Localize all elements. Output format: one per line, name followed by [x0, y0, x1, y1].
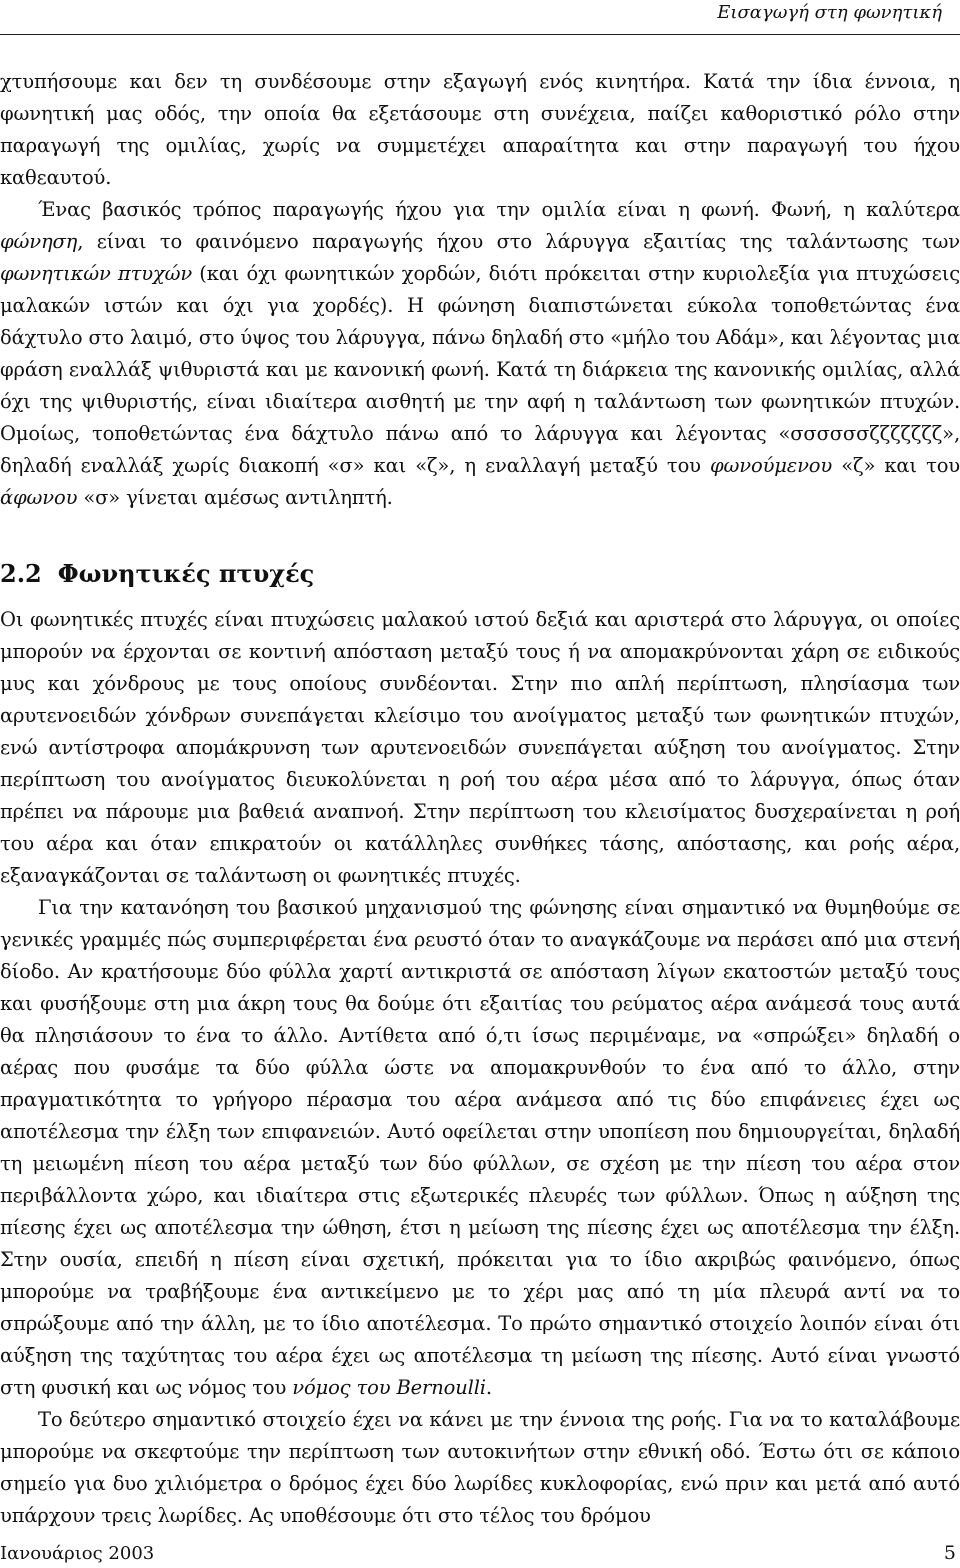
- paragraph-5: Το δεύτερο σημαντικό στοιχείο έχει να κάνει με την έννοια της ροής. Για να το καταλάβουμε μπορούμε να σκεφτούμε την περίπτωση των αυτοκινήτων στην εθνική οδό. Έστω ότι σε κάποιο σημείο για δυο χιλιόμετρα ο δρόμος έχει δύο λωρίδες κυκλοφορίας, ενώ πριν και μετά από αυτό υπάρχουν τρεις λωρίδες. Ας υποθέσουμε ότι στο τέλος του δρόμου: [0, 1408, 960, 1527]
- paragraph-1: χτυπήσουμε και δεν τη συνδέσουμε στην εξαγωγή ενός κινητήρα. Κατά την ίδια έννοια, η φωνητική μας οδός, την οποία θα εξετάσουμε στη συνέχεια, παίζει καθοριστικό ρόλο στην παραγωγή της ομιλίας, χωρίς να συμμετέχει απαραίτητα και στην παραγωγή του ήχου καθεαυτού.: [0, 70, 960, 189]
- header-rule: [0, 34, 960, 35]
- section-title: Φωνητικές πτυχές: [57, 559, 315, 588]
- paragraph-2: Ένας βασικός τρόπος παραγωγής ήχου για την ομιλία είναι η φωνή. Φωνή, η καλύτερα φώνηση, είναι το φαινόμενο παραγωγής ήχου στο λάρυγγα εξαιτίας της ταλάντωσης των φωνητικών πτυχών (και όχι φωνητικών χορδών, διότι πρόκειται στην κυριολεξία για πτυχώσεις μαλακών ιστών και όχι για χορδές). Η φώνηση διαπιστώνεται εύκολα τοποθετώντας ένα δάχτυλο στο λαιμό, στο ύψος του λάρυγγα, πάνω δηλαδή στο «μήλο του Αδάμ», και λέγοντας μια φράση εναλλάξ ψιθυριστά και με κανονική φωνή. Κατά τη διάρκεια της κανονικής ομιλίας, αλλά όχι της ψιθυριστής, είναι ιδιαίτερα αισθητή με την αφή η ταλάντωση των φωνητικών πτυχών. Ομοίως, τοποθετώντας ένα δάχτυλο πάνω από το λάρυγγα και λέγοντας «σσσσσσζζζζζζζ», δηλαδή εναλλάξ χωρίς διακοπή «σ» και «ζ», η εναλλαγή μεταξύ του φωνούμενου «ζ» και του άφωνου «σ» γίνεται αμέσως αντιληπτή.: [0, 198, 960, 509]
- term-fonitikes-ptyxes: φωνητικών πτυχών: [0, 262, 193, 285]
- term-fonisi: φώνηση: [0, 230, 78, 253]
- section-number: 2.2: [0, 559, 42, 588]
- paragraph-4: Για την κατανόηση του βασικού μηχανισμού της φώνησης είναι σημαντικό να θυμηθούμε σε γενικές γραμμές πώς συμπεριφέρεται ένα ρευστό όταν το αναγκάζουμε να περάσει από μια στενή δίοδο. Αν κρατήσουμε δύο φύλλα χαρτί αντικριστά σε απόσταση λίγων εκατοστών μεταξύ τους και φυσήξουμε στη μια άκρη τους θα δούμε ότι εξαιτίας του ρεύματος αέρα ανάμεσά τους αυτά θα πλησιάσουν το ένα το άλλο. Αντίθετα από ό,τι ίσως περιμέναμε, να «σπρώξει» δηλαδή ο αέρας που φυσάμε τα δύο φύλλα ώστε να απομακρυνθούν το ένα από το άλλο, στην πραγματικότητα το γρήγορο πέρασμα του αέρα ανάμεσα από τις δύο επιφάνειες έχει ως αποτέλεσμα την έλξη των επιφανειών. Αυτό οφείλεται στην υποπίεση που δημιουργείται, δηλαδή τη μειωμένη πίεση του αέρα μεταξύ των δύο φύλλων, σε σχέση με την πίεση του αέρα στον περιβάλλοντα χώρο, και ιδιαίτερα στις εξωτερικές πλευρές των φύλλων. Όπως η αύξηση της πίεσης έχει ως αποτέλεσμα την ώθηση, έτσι η μείωση της πίεσης έχει ως αποτέλεσμα την έλξη. Στην ουσία, επειδή η πίεση είναι σχετική, πρόκειται για το ίδιο ακριβώς φαινόμενο, όπως μπορούμε να τραβήξουμε ένα αντικείμενο με το χέρι μας από τη μία πλευρά αντί να το σπρώξουμε από την άλλη, με το ίδιο αποτέλεσμα. Το πρώτο σημαντικό στοιχείο λοιπόν είναι ότι αύξηση της ταχύτητας του αέρα έχει ως αποτέλεσμα τη μείωση της πίεσης. Αυτό είναι γνωστό στη φυσική και ως νόμος του νόμος του Bernoulli.: [0, 896, 960, 1399]
- page-body: [0, 66, 960, 1532]
- term-bernoulli: νόμος του Bernoulli: [292, 1376, 486, 1399]
- paragraph-3: Οι φωνητικές πτυχές είναι πτυχώσεις μαλακού ιστού δεξιά και αριστερά στο λάρυγγα, οι οποίες μπορούν να έρχονται σε κοντινή απόσταση μεταξύ τους ή να απομακρύνονται χάρη σε ειδικούς μυς και χόνδρους με τους οποίους συνδέονται. Στην πιο απλή περίπτωση, πλησίασμα των αρυτενοειδών χόνδρων συνεπάγεται κλείσιμο του ανοίγματος μεταξύ των φωνητικών πτυχών, ενώ αντίστροφα απομάκρυνση των αρυτενοειδών συνεπάγεται αύξηση του ανοίγματος. Στην περίπτωση του ανοίγματος διευκολύνεται η ροή του αέρα μέσα από το λάρυγγα, όπως όταν πρέπει να πάρουμε μια βαθειά αναπνοή. Στην περίπτωση του κλεισίματος δυσχεραίνεται η ροή του αέρα και όταν επικρατούν οι κατάλληλες συνθήκες τάσης, απόστασης, και ροής αέρα, εξαναγκάζονται σε ταλάντωση οι φωνητικές πτυχές.: [0, 608, 960, 887]
- footer-date: Ιανουάριος 2003: [0, 1543, 155, 1564]
- term-fonoumeno: φωνούμενου: [710, 454, 833, 477]
- page-number: 5: [943, 1542, 956, 1564]
- running-head-title: Εισαγωγή στη φωνητική: [717, 2, 942, 23]
- section-heading: [0, 558, 960, 590]
- term-afono: άφωνου: [0, 486, 78, 509]
